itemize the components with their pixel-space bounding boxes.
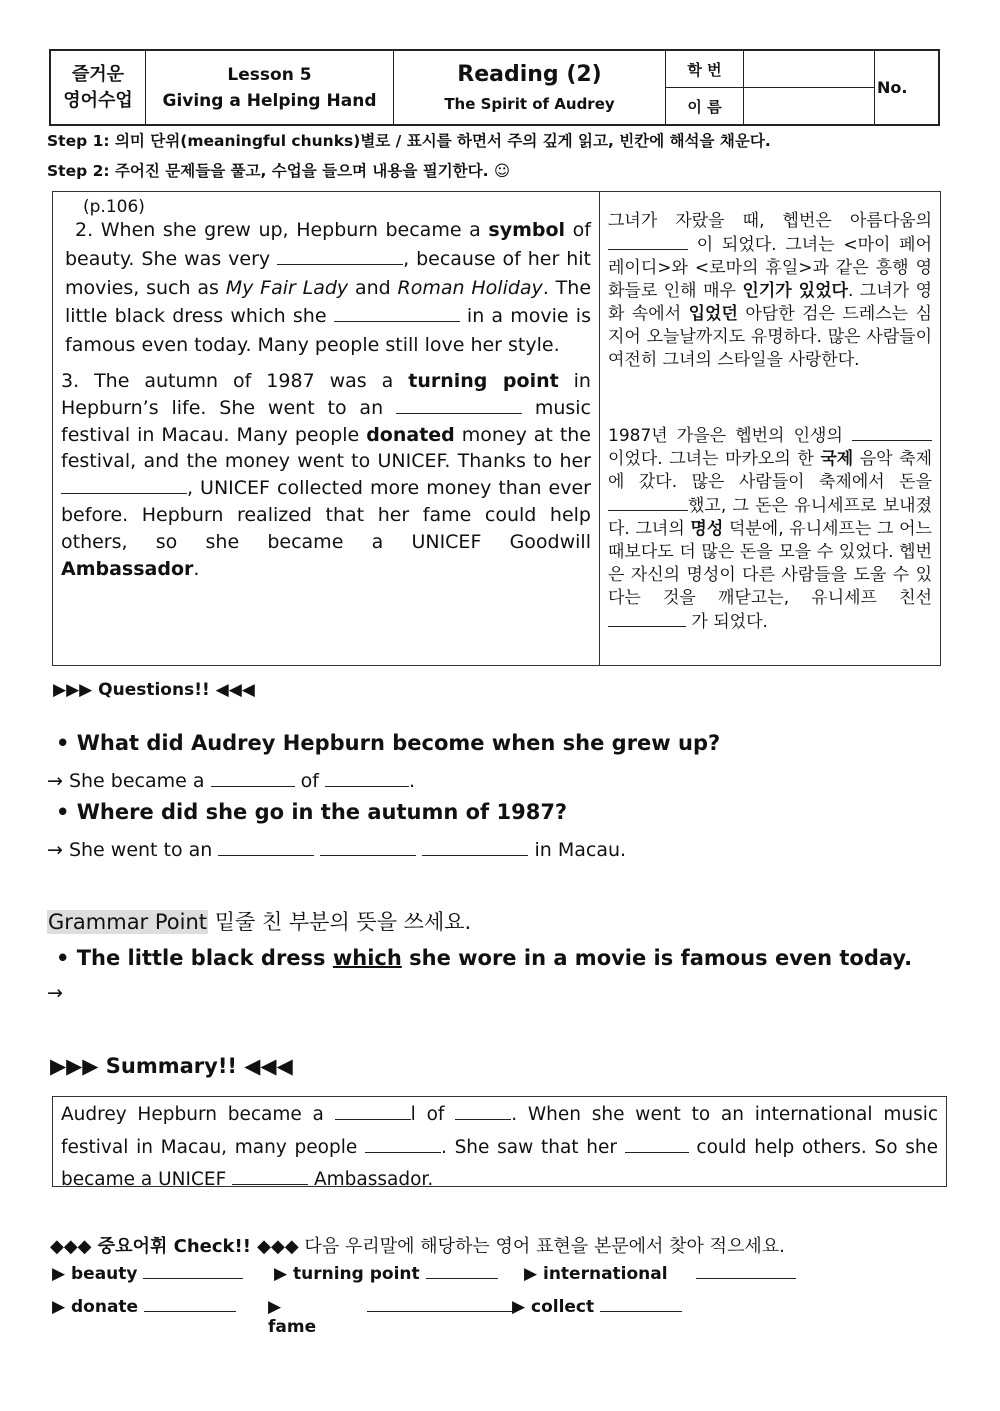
reading-table: [52, 191, 941, 666]
blank[interactable]: [696, 1264, 796, 1279]
blank[interactable]: [61, 475, 187, 494]
grammar-answer-arrow[interactable]: →: [47, 982, 63, 1004]
page-subtitle: The Spirit of Audrey: [444, 95, 615, 113]
summary-heading: ▶▶▶ Summary!! ◀◀◀: [50, 1054, 293, 1078]
blank[interactable]: [320, 837, 416, 856]
student-id-field[interactable]: [744, 51, 875, 88]
blank[interactable]: [143, 1264, 243, 1279]
blank[interactable]: [335, 1102, 411, 1121]
lesson-title: Giving a Helping Hand: [162, 90, 377, 111]
underlined-word: which: [332, 946, 402, 970]
question-2: • Where did she go in the autumn of 1987?: [56, 800, 568, 824]
question-1: • What did Audrey Hepburn become when she grew up?: [56, 731, 721, 755]
lesson-number: Lesson 5: [227, 64, 312, 85]
blank[interactable]: [625, 1134, 689, 1153]
step-2: Step 2: 주어진 문제들을 풀고, 수업을 들으며 내용을 필기한다. ☺: [47, 162, 511, 180]
grammar-sentence: • The little black dress which she wore in a movie is famous even today.: [56, 946, 913, 970]
blank[interactable]: [852, 424, 932, 441]
blank[interactable]: [608, 494, 688, 511]
paragraph-3: 3. The autumn of 1987 was a turning point in Hepburn’s life. She went to an music festival in Macau. Many people donated money at the festival, and the money went to UNICEF. Thanks to her , UNICEF collected more money than ever before. Hepburn realized that her fame could help others, so she became a UNICEF Goodwill Ambassador.: [61, 369, 591, 580]
class-label-cell: [51, 51, 146, 124]
english-column: [53, 192, 600, 665]
grammar-label: Grammar Point: [48, 910, 208, 934]
summary-box: Audrey Hepburn became a l of . When she went to an international music festival in Macau, many people . She saw that her could help others. So she became a UNICEF Ambassador.: [52, 1096, 947, 1187]
vocab-item: ▶ beauty: [52, 1264, 274, 1284]
worksheet-header: [49, 49, 940, 126]
vocab-item: ▶ donate: [52, 1297, 268, 1337]
blank[interactable]: [325, 768, 409, 787]
vocab-heading: ◆◆◆ 중요어휘 Check!! ◆◆◆: [50, 1236, 299, 1257]
class-label-line1: 즐거운: [71, 63, 125, 85]
vocab-heading-line: [50, 1232, 785, 1258]
blank[interactable]: [608, 610, 686, 627]
vocab-item: ▶ international: [524, 1264, 796, 1284]
vocab-instruction: 다음 우리말에 해당하는 영어 표현을 본문에서 찾아 적으세요.: [298, 1236, 785, 1257]
blank[interactable]: [455, 1102, 511, 1121]
korean-paragraph-2: 그녀가 자랐을 때, 헵번은 아름다움의 이 되었다. 그녀는 <마이 페어 레이디>와 <로마의 휴일>과 같은 흥행 영화들로 인해 매우 인기가 있었다. 그녀가 영화 속에서 입었던 아담한 검은 드레스는 심지어 오늘날까지도 유명하다. 많은 사람들이 여전히 그녀의 스타일을 사랑한다.: [608, 211, 933, 370]
korean-paragraph-3: 1987년 가을은 헵번의 인생의 이었다. 그녀는 마카오의 한 국제 음악 축제에 갔다. 많은 사람들이 축제에서 돈을 했고, 그 돈은 유니세프로 보내졌다. 그녀의 명성 덕분에, 유니세프는 그 어느 때보다도 더 많은 돈을 모을 수 있었다. 헵번은 자신의 명성이 다른 사람들을 도울 수 있다는 것을 깨닫고는, 유니세프 친선 가 되었다.: [608, 426, 932, 632]
page-reference: (p.106): [83, 197, 145, 217]
blank[interactable]: [277, 246, 403, 265]
name-field[interactable]: [744, 88, 875, 124]
class-label-line2: 영어수업: [63, 89, 133, 111]
blank[interactable]: [422, 837, 528, 856]
vocab-item: ▶ fame: [268, 1297, 512, 1337]
grammar-instruction: 밑줄 친 부분의 뜻을 쓰세요.: [208, 910, 472, 934]
title-cell: [394, 51, 666, 124]
blank[interactable]: [396, 395, 522, 414]
blank[interactable]: [608, 233, 688, 250]
blank[interactable]: [334, 303, 460, 322]
blank[interactable]: [600, 1297, 682, 1312]
blank[interactable]: [211, 768, 295, 787]
vocab-row-1: [52, 1264, 796, 1284]
blank[interactable]: [365, 1134, 441, 1153]
answer-1: → She became a of .: [47, 770, 416, 792]
blank[interactable]: [144, 1297, 236, 1312]
student-id-label: 학 번: [666, 51, 744, 88]
blank[interactable]: [426, 1264, 498, 1279]
lesson-cell: [146, 51, 394, 124]
answer-2: → She went to an in Macau.: [47, 839, 627, 861]
blank[interactable]: [367, 1297, 512, 1312]
vocab-item: ▶ collect: [512, 1297, 682, 1337]
blank[interactable]: [218, 837, 314, 856]
page-title: Reading (2): [457, 62, 602, 87]
blank[interactable]: [232, 1167, 308, 1186]
korean-column: [600, 192, 940, 665]
vocab-item: ▶ turning point: [274, 1264, 524, 1284]
vocab-row-2: [52, 1297, 682, 1337]
number-label: No.: [877, 78, 908, 97]
step-1: Step 1: 의미 단위(meaningful chunks)별로 / 표시를 하면서 주의 깊게 읽고, 빈칸에 해석을 채운다.: [47, 132, 771, 150]
paragraph-2: 2. When she grew up, Hepburn became a symbol of beauty. She was very , because of her hit movies, such as My Fair Lady and Roman Holiday. The little black dress which she in a movie is famous even today. Many people still love her style.: [65, 219, 592, 357]
instructions: [47, 126, 771, 186]
grammar-point: [47, 906, 471, 936]
student-info-grid: [666, 51, 875, 124]
questions-heading: ▶▶▶ Questions!! ◀◀◀: [53, 680, 255, 700]
name-label: 이 름: [666, 88, 744, 124]
